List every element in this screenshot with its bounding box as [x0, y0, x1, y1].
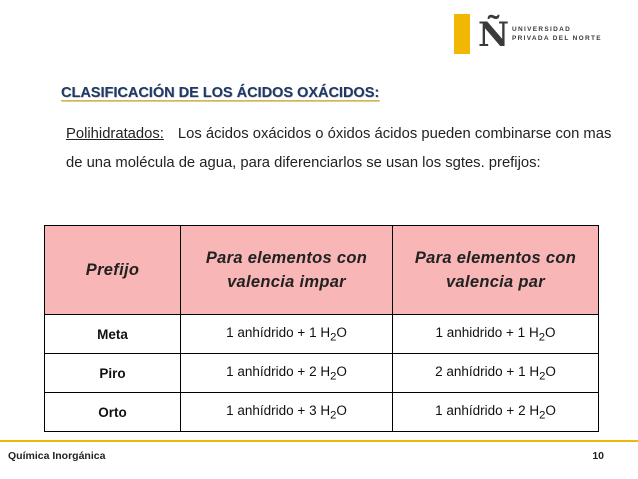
- logo-mark: Ñ: [478, 15, 510, 55]
- logo-line2: PRIVADA DEL NORTE: [512, 35, 602, 42]
- paragraph-lead: Polihidratados:: [66, 126, 164, 142]
- table-row: [45, 354, 599, 393]
- logo-yellow-bar: [454, 14, 470, 54]
- body-paragraph: [66, 120, 626, 177]
- cell-impar: 1 anhídrido + 1 $H_2O$: [181, 315, 393, 354]
- header-impar-text: Para elementos con valencia impar: [205, 249, 368, 291]
- prefix-table: [44, 225, 599, 432]
- footer-course: Química Inorgánica: [8, 450, 106, 462]
- header-prefix: Prefijo: [45, 226, 181, 315]
- cell-prefix: Orto: [45, 393, 181, 432]
- table-header-row: [45, 226, 599, 315]
- table-row: [45, 393, 599, 432]
- header-valencia-impar: [181, 226, 393, 315]
- slide-title: CLASIFICACIÓN DE LOS ÁCIDOS OXÁCIDOS:: [61, 85, 380, 101]
- table-row: [45, 315, 599, 354]
- paragraph-text: Los ácidos oxácidos o óxidos ácidos pueden combinarse con mas de una molécula de agua, para diferenciarlos se usan los sgtes. prefijos:: [66, 126, 612, 171]
- page-number: 10: [592, 450, 604, 462]
- cell-par: 1 anhidrido + 1 $H_2O$: [393, 315, 599, 354]
- footer-divider: [0, 440, 638, 442]
- cell-prefix: Meta: [45, 315, 181, 354]
- logo-line1: UNIVERSIDAD: [512, 26, 572, 33]
- cell-par: 1 anhídrido + 2 $H_2O$: [393, 393, 599, 432]
- cell-impar: 1 anhídrido + 2 $H_2O$: [181, 354, 393, 393]
- university-logo: [454, 14, 634, 56]
- cell-impar: 1 anhídrido + 3 $H_2O$: [181, 393, 393, 432]
- cell-par: 2 anhídrido + 1 $H_2O$: [393, 354, 599, 393]
- header-valencia-par: [393, 226, 599, 315]
- cell-prefix: Piro: [45, 354, 181, 393]
- header-par-text: Para elementos con valencia par: [414, 249, 577, 291]
- logo-text: [512, 25, 602, 43]
